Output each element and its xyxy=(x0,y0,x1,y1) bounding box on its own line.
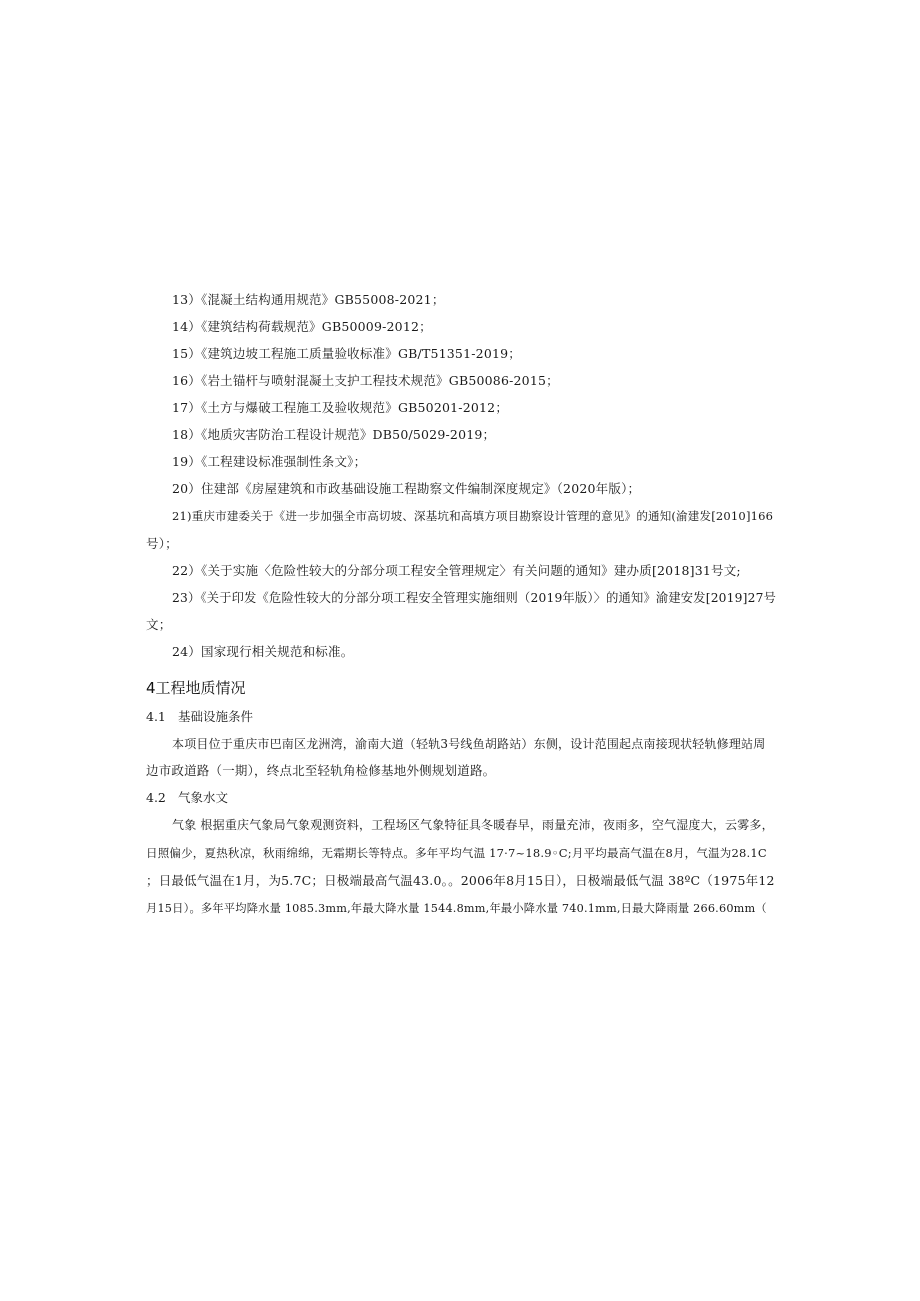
ref-item-16: 16）《岩土锚杆与喷射混凝土支护工程技术规范》GB50086-2015； xyxy=(172,373,559,388)
ref-item-17: 17）《土方与爆破工程施工及验收规范》GB50201-2012； xyxy=(172,400,509,415)
ref-item-14: 14）《建筑结构荷载规范》GB50009-2012； xyxy=(172,319,432,334)
section-4-2-para-line1: 气象 根据重庆气象局气象观测资料，工程场区气象特征具冬暖春早，雨量充沛，夜雨多，空气湿度大，云雾多， xyxy=(172,818,774,832)
section-4-2-heading xyxy=(146,790,228,806)
section-4-2-para-line2: 日照偏少，夏热秋凉，秋雨绵绵，无霜期长等特点。多年平均气温 17·7~18.9◦C;月平均最高气温在8月，气温为28.1C xyxy=(146,846,767,860)
ref-item-23-line1: 23）《关于印发《危险性较大的分部分项工程安全管理实施细则（2019年版）〉的通知》渝建安发[2019]27号 xyxy=(172,591,777,605)
ref-item-15: 15）《建筑边坡工程施工质量验收标准》GB/T51351-2019； xyxy=(172,346,521,361)
section-4-1-number: 4.1 xyxy=(146,709,166,724)
section-4-1-para-line1: 本项目位于重庆市巴南区龙洲湾，渝南大道（轻轨3号线鱼胡路站）东侧，设计范围起点南接现状轻轨修理站周 xyxy=(172,737,766,751)
section-4-2-para-line4: 月15日）。多年平均降水量 1085.3mm,年最大降水量 1544.8mm,年最小降水量 740.1mm,日最大降雨量 266.60mm（ xyxy=(146,902,767,915)
section-4-heading: 4工程地质情况 xyxy=(146,679,246,697)
section-4-1-heading xyxy=(146,709,253,725)
ref-item-24: 24）国家现行相关规范和标准。 xyxy=(172,644,354,659)
ref-item-21-line2: 号）； xyxy=(146,536,178,551)
ref-item-21-line1: 21)重庆市建委关于《进一步加强全市高切坡、深基坑和高填方项目勘察设计管理的意见》的通知(渝建发[2010]166 xyxy=(172,509,774,523)
section-4-1-title: 基础设施条件 xyxy=(177,709,253,724)
ref-item-19: 19）《工程建设标准强制性条文》； xyxy=(172,454,367,469)
section-4-2-number: 4.2 xyxy=(146,790,166,805)
section-4-2-title: 气象水文 xyxy=(177,790,228,805)
ref-item-13: 13）《混凝土结构通用规范》GB55008-2021； xyxy=(172,292,445,307)
ref-item-18: 18）《地质灾害防治工程设计规范》DB50/5029-2019； xyxy=(172,427,496,442)
section-4-1-para-line2: 边市政道路（一期），终点北至轻轨角检修基地外侧规划道路。 xyxy=(146,763,496,778)
ref-item-20: 20）住建部《房屋建筑和市政基础设施工程勘察文件编制深度规定》（2020年版）； xyxy=(172,481,641,496)
section-4-2-para-line3: ；日最低气温在1月，为5.7C；日极端最高气温43.0。。2006年8月15日），日极端最低气温 38ºC（1975年12 xyxy=(146,873,775,888)
ref-item-22: 22）《关于实施〈危险性较大的分部分项工程安全管理规定〉有关问题的通知》建办质[2018]31号文; xyxy=(172,563,741,578)
ref-item-23-line2: 文； xyxy=(146,617,172,632)
